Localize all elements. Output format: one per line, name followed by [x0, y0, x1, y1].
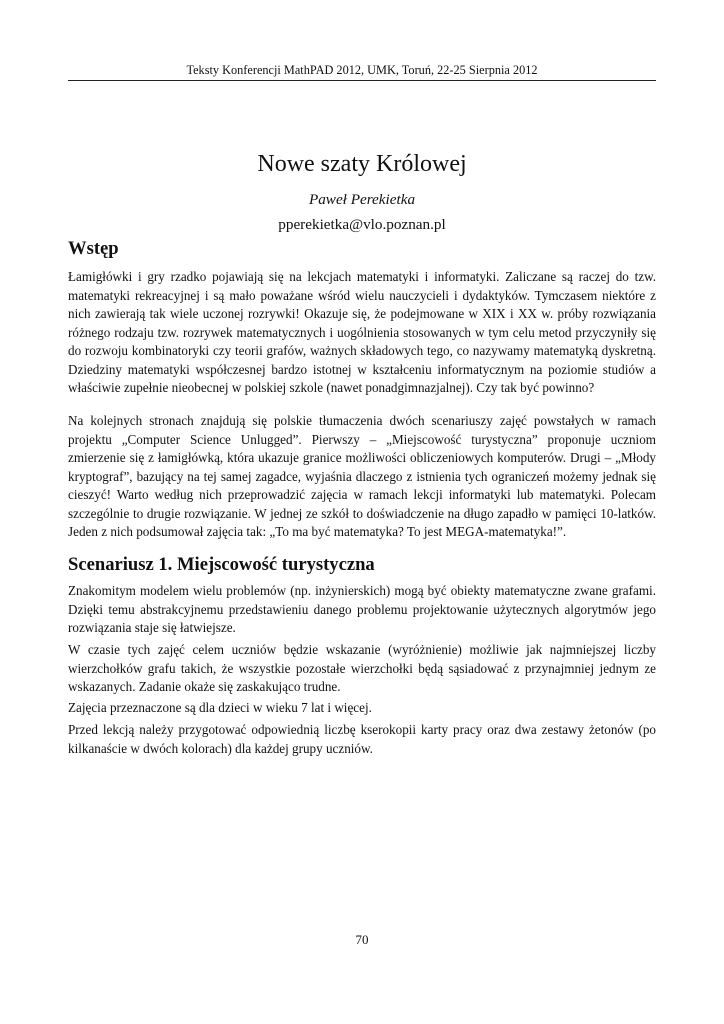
scenario-paragraph-1: Znakomitym modelem wielu problemów (np. inżynierskich) mogą być obiekty matematyczne zwane grafami. Dzięki temu abstrakcyjnemu przedstawieniu danego problemu projektowanie użytecznych algorytmów jego rozwiązania staje się łatwiejsze.	[68, 583, 656, 635]
article-author: Paweł Perekietka	[308, 191, 416, 208]
scenario-paragraph-3: Zajęcia przeznaczone są dla dzieci w wieku 7 lat i więcej.	[68, 700, 372, 715]
running-head: Teksty Konferencji MathPAD 2012, UMK, Toruń, 22-25 Sierpnia 2012	[186, 63, 538, 77]
header-rule	[68, 80, 656, 81]
intro-paragraph-1: Łamigłówki i gry rzadko pojawiają się na lekcjach matematyki i informatyki. Zaliczane są raczej do tzw. matematyki rekreacyjnej i są mało poważane wśród wielu nauczycieli i dydaktyków. Tymczasem niektóre z nich zawierają tak wiele uczonej rozrywki! Okazuje się, że podejmowane w XIX i XX w. próby rozwiązania różnego rodzaju tzw. rozrywek matematycznych i uogólnienia stosowanych w tym celu metod przyczyniły się do rozwoju kombinatoryki czy teorii grafów, ważnych składowych tego, co nazywamy matematyką dyskretną. Dziedziny matematyki współczesnej bardzo istotnej w kształceniu informatycznym na poziomie studiów a właściwie zupełnie nieobecnej w polskiej szkole (nawet ponadgimnazjalnej). Czy tak być powinno?	[68, 269, 656, 395]
author-email: pperekietka@vlo.poznan.pl	[278, 216, 446, 233]
intro-paragraph-2: Na kolejnych stronach znajdują się polskie tłumaczenia dwóch scenariuszy zajęć powstałych w ramach projektu „Computer Science Unlugged”. Pierwszy – „Miejscowość turystyczna” proponuje uczniom zmierzenie się z łamigłówką, która ukazuje granice możliwości obliczeniowych komputerów. Drugi – „Młody kryptograf”, bazujący na tej samej zagadce, wyjaśnia dlaczego z istnienia tych ograniczeń możemy jednak się cieszyć! Warto według nich przeprowadzić zajęcia w ramach lekcji informatyki lub matematyki. Polecam szczególnie to drugie rozwiązanie. W jednej ze szkół to doświadczenie na długo zapadło w pamięci 10-latków. Jeden z nich podsumował zajęcia tak: „To ma być matematyka? To jest MEGA-matematyka!”.	[68, 413, 656, 539]
scenario-paragraph-4: Przed lekcją należy przygotować odpowiednią liczbę kserokopii karty pracy oraz dwa zestawy żetonów (po kilkanaście w dwóch kolorach) dla każdej grupy uczniów.	[68, 722, 656, 756]
article-title: Nowe szaty Królowej	[257, 151, 467, 177]
page-number: 70	[355, 932, 369, 947]
section-heading-intro: Wstęp	[68, 238, 119, 259]
section-heading-scenario-1: Scenariusz 1. Miejscowość turystyczna	[68, 554, 375, 575]
scenario-paragraph-2: W czasie tych zajęć celem uczniów będzie wskazanie (wyróżnienie) możliwie jak najmniejszej liczby wierzchołków grafu takich, że wszystkie pozostałe wierzchołki będą sąsiadować z przynajmniej jednym ze wskazanych. Zadanie okaże się zaskakująco trudne.	[68, 642, 656, 694]
